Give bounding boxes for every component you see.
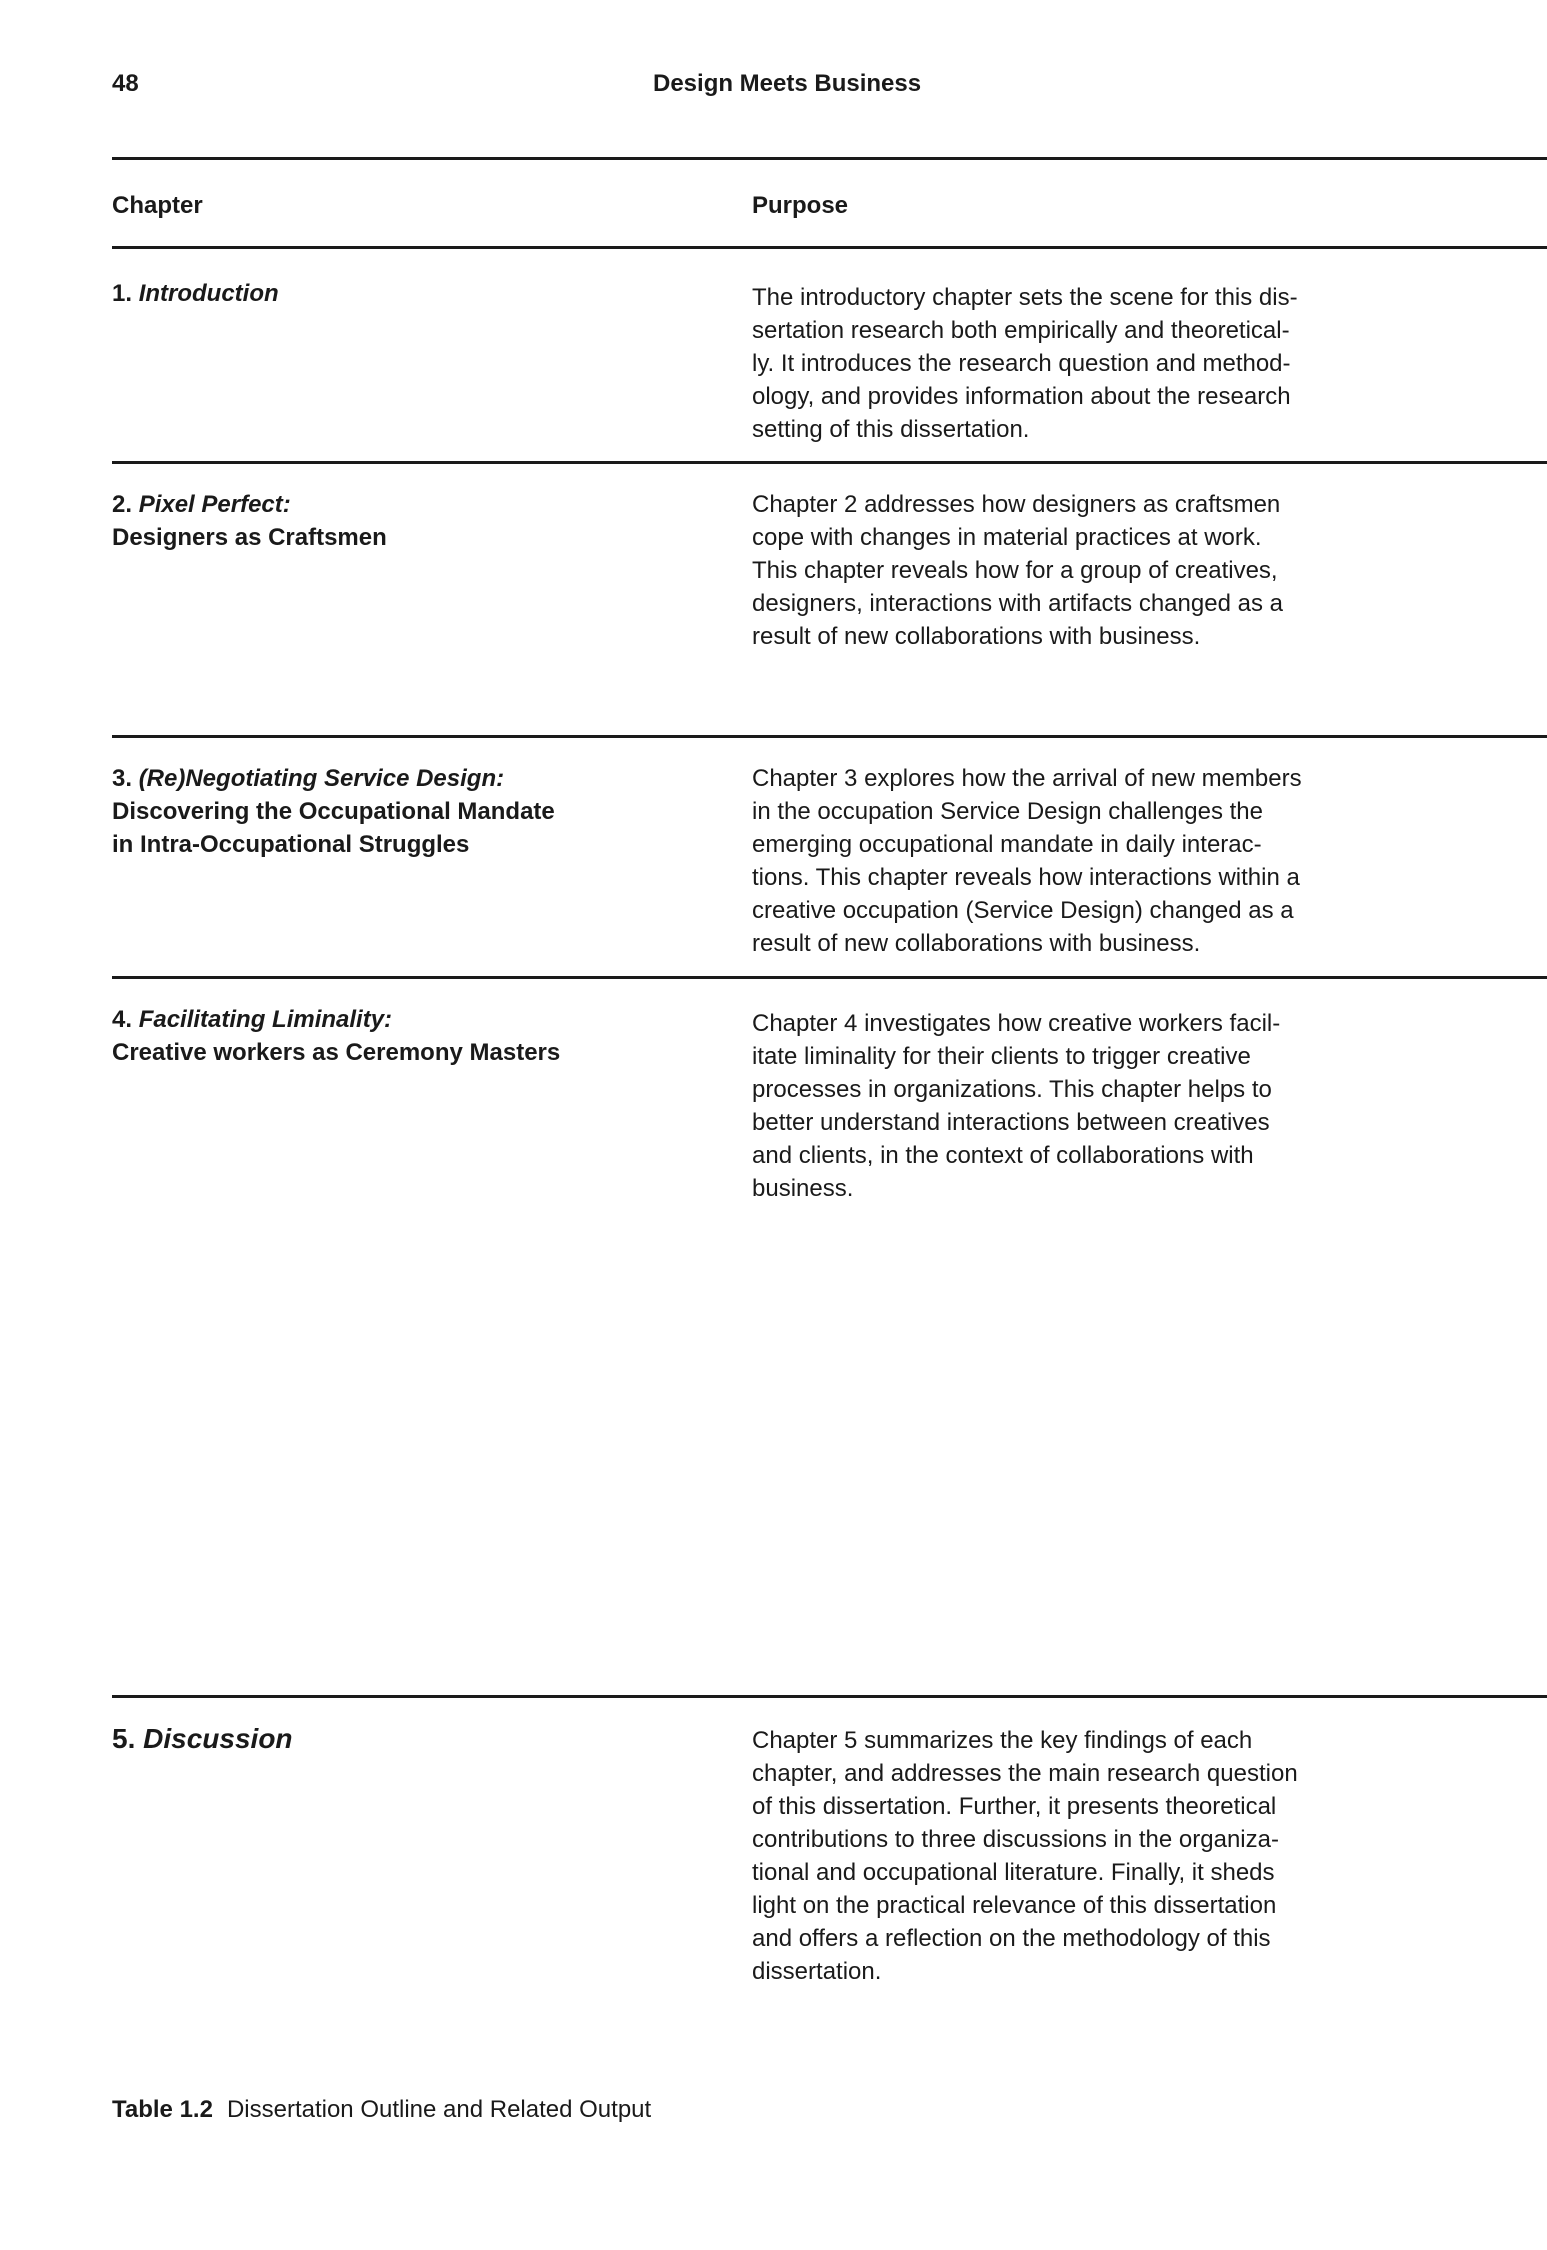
running-header-title: Design Meets Business — [653, 70, 922, 97]
chapter-subtitle: Discovering the Occupational Mandate — [112, 798, 555, 825]
table-caption-text: Dissertation Outline and Related Output — [226, 2096, 652, 2123]
chapter-cell — [112, 277, 672, 310]
purpose-line: dissertation. — [752, 1958, 882, 1985]
chapter-title: Discussion — [143, 1723, 293, 1754]
purpose-cell — [752, 1724, 1352, 1988]
purpose-cell — [752, 281, 1352, 446]
column-header-chapter: Chapter — [112, 192, 203, 219]
chapter-title: Facilitating Liminality: — [138, 1006, 393, 1033]
purpose-line: better understand interactions between creatives — [752, 1109, 1270, 1136]
purpose-line: of this dissertation. Further, it presents theoretical — [752, 1793, 1277, 1820]
chapter-subtitle: in Intra-Occupational Struggles — [112, 831, 470, 858]
row-divider — [112, 461, 1547, 464]
row-divider — [112, 735, 1547, 738]
row-divider — [112, 1695, 1547, 1698]
purpose-line: The introductory chapter sets the scene for this dis- — [752, 284, 1298, 311]
page-number: 48 — [112, 70, 139, 97]
purpose-line: Chapter 2 addresses how designers as craftsmen — [752, 491, 1281, 518]
header-bottom-rule — [112, 246, 1547, 249]
chapter-title: (Re)Negotiating Service Design: — [138, 765, 505, 792]
purpose-line: designers, interactions with artifacts changed as a — [752, 590, 1283, 617]
purpose-line: creative occupation (Service Design) changed as a — [752, 897, 1294, 924]
purpose-line: processes in organizations. This chapter helps to — [752, 1076, 1272, 1103]
purpose-line: itate liminality for their clients to trigger creative — [752, 1043, 1251, 1070]
chapter-subtitle: Designers as Craftsmen — [112, 524, 387, 551]
purpose-line: tions. This chapter reveals how interactions within a — [752, 864, 1300, 891]
purpose-line: business. — [752, 1175, 854, 1202]
chapter-cell — [112, 762, 672, 861]
purpose-line: Chapter 4 investigates how creative workers facil- — [752, 1010, 1281, 1037]
chapter-cell — [112, 488, 672, 554]
table-caption-label: Table 1.2 — [112, 2096, 213, 2123]
purpose-line: contributions to three discussions in the organiza- — [752, 1826, 1279, 1853]
purpose-line: cope with changes in material practices at work. — [752, 524, 1262, 551]
purpose-cell — [752, 488, 1352, 653]
chapter-cell — [112, 1003, 672, 1069]
chapter-number: 3. — [112, 765, 133, 792]
purpose-cell — [752, 762, 1352, 960]
purpose-line: result of new collaborations with business. — [752, 930, 1201, 957]
chapter-number: 4. — [112, 1006, 133, 1033]
chapter-title: Introduction — [138, 280, 279, 307]
purpose-line: and clients, in the context of collaborations with — [752, 1142, 1254, 1169]
table-caption — [112, 2096, 651, 2124]
chapter-subtitle: Creative workers as Ceremony Masters — [112, 1039, 561, 1066]
purpose-line: This chapter reveals how for a group of creatives, — [752, 557, 1278, 584]
purpose-line: result of new collaborations with business. — [752, 623, 1201, 650]
chapter-number: 1. — [112, 280, 133, 307]
purpose-line: ology, and provides information about the research — [752, 383, 1291, 410]
purpose-line: tional and occupational literature. Finally, it sheds — [752, 1859, 1275, 1886]
purpose-line: light on the practical relevance of this dissertation — [752, 1892, 1277, 1919]
purpose-line: Chapter 3 explores how the arrival of new members — [752, 765, 1302, 792]
purpose-line: Chapter 5 summarizes the key findings of each — [752, 1727, 1253, 1754]
purpose-line: in the occupation Service Design challenges the — [752, 798, 1263, 825]
purpose-line: emerging occupational mandate in daily interac- — [752, 831, 1262, 858]
row-divider — [112, 976, 1547, 979]
column-header-purpose: Purpose — [752, 192, 849, 219]
chapter-cell — [112, 1722, 672, 1755]
chapter-number: 2. — [112, 491, 133, 518]
purpose-cell — [752, 1007, 1352, 1205]
purpose-line: setting of this dissertation. — [752, 416, 1030, 443]
chapter-title: Pixel Perfect: — [138, 491, 291, 518]
chapter-number: 5. — [112, 1723, 136, 1754]
purpose-line: chapter, and addresses the main research question — [752, 1760, 1298, 1787]
purpose-line: sertation research both empirically and theoretical- — [752, 317, 1290, 344]
table-top-rule — [112, 157, 1547, 160]
purpose-line: ly. It introduces the research question and method- — [752, 350, 1291, 377]
purpose-line: and offers a reflection on the methodology of this — [752, 1925, 1271, 1952]
